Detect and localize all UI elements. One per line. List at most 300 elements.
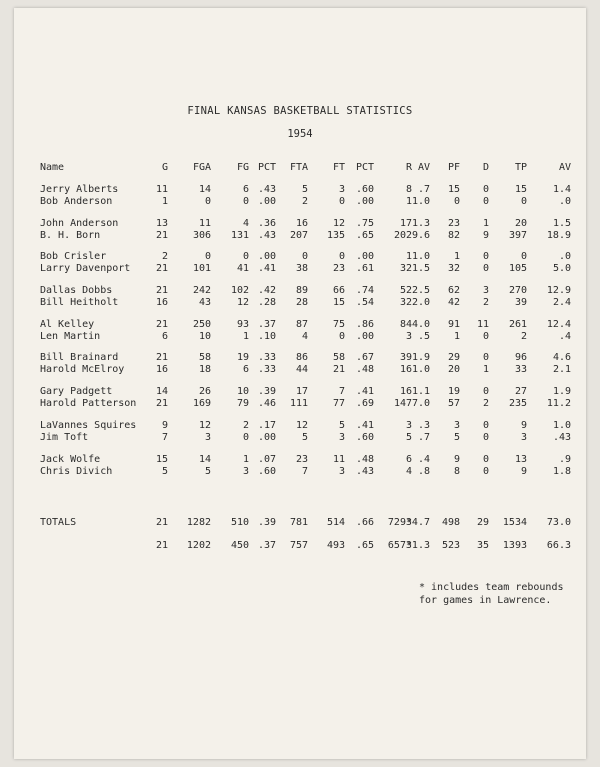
cell-pct-7: .65 xyxy=(355,540,374,551)
cell-fg-3: 1 xyxy=(242,331,249,342)
cell-av-9: 4.0 xyxy=(411,319,430,330)
cell-pct-7: .65 xyxy=(355,230,374,241)
cell-ft-6: 0 xyxy=(338,196,345,207)
cell-fga-2: 14 xyxy=(198,184,211,195)
cell-tp-12: 9 xyxy=(520,466,527,477)
cell-d-11: 0 xyxy=(482,432,489,443)
cell-pf-10: 498 xyxy=(441,517,460,528)
cell-fta-5: 207 xyxy=(289,230,308,241)
cell-av-9: .7 xyxy=(417,432,430,443)
cell-av-9: 2.5 xyxy=(411,285,430,296)
cell-r-8: 16 xyxy=(399,386,412,397)
cell-pct-7: .61 xyxy=(355,263,374,274)
cell-av-9: 1.0 xyxy=(411,364,430,375)
player-name: John Anderson xyxy=(40,218,119,229)
cell-fga-2: 5 xyxy=(204,466,211,477)
cell-r-8: 5 xyxy=(405,432,412,443)
column-header: AV xyxy=(558,162,571,173)
cell-pct-7: .41 xyxy=(355,386,374,397)
cell-ft-6: 66 xyxy=(332,285,345,296)
cell-pct-4: .41 xyxy=(257,263,276,274)
cell-g-1: 15 xyxy=(155,454,168,465)
player-row xyxy=(14,251,586,263)
cell-fta-5: 16 xyxy=(295,218,308,229)
cell-fg-3: 2 xyxy=(242,420,249,431)
cell-pct-4: .42 xyxy=(257,285,276,296)
player-row xyxy=(14,386,586,398)
column-header: G xyxy=(161,162,168,173)
cell-pf-10: 15 xyxy=(447,184,460,195)
cell-fga-2: 12 xyxy=(198,420,211,431)
cell-fga-2: 11 xyxy=(198,218,211,229)
cell-ft-6: 12 xyxy=(332,218,345,229)
cell-fga-2: 1202 xyxy=(186,540,211,551)
column-header: R xyxy=(405,162,412,173)
cell-pct-7: .66 xyxy=(355,517,374,528)
player-name: B. H. Born xyxy=(40,230,101,241)
cell-g-1: 14 xyxy=(155,386,168,397)
cell-fta-5: 5 xyxy=(301,432,308,443)
cell-av-9: 1.0 xyxy=(411,251,430,262)
cell-pct-7: .69 xyxy=(355,398,374,409)
column-header: AV xyxy=(417,162,430,173)
cell-av-13: 11.2 xyxy=(546,398,571,409)
cell-fga-2: 43 xyxy=(198,297,211,308)
cell-pf-10: 23 xyxy=(447,218,460,229)
cell-fga-2: 3 xyxy=(204,432,211,443)
cell-pct-7: .54 xyxy=(355,297,374,308)
totals-row-2 xyxy=(14,540,586,552)
cell-fga-2: 0 xyxy=(204,251,211,262)
column-header: PCT xyxy=(355,162,374,173)
cell-pct-7: .60 xyxy=(355,432,374,443)
cell-fg-3: 19 xyxy=(236,352,249,363)
totals-row xyxy=(14,517,586,529)
cell-tp-12: 235 xyxy=(508,398,527,409)
cell-av-13: 12.4 xyxy=(546,319,571,330)
cell-fta-5: 87 xyxy=(295,319,308,330)
player-name: TOTALS xyxy=(40,517,77,528)
cell-d-11: 1 xyxy=(482,364,489,375)
cell-g-1: 21 xyxy=(155,230,168,241)
cell-av-13: 1.4 xyxy=(552,184,571,195)
cell-d-11: 2 xyxy=(482,398,489,409)
cell-pct-4: .00 xyxy=(257,251,276,262)
player-row xyxy=(14,218,586,230)
cell-tp-12: 20 xyxy=(514,218,527,229)
player-name: Bob Crisler xyxy=(40,251,107,262)
cell-r-8: 32 xyxy=(399,297,412,308)
cell-ft-6: 11 xyxy=(332,454,345,465)
player-name: Jim Toft xyxy=(40,432,89,443)
cell-tp-12: 1393 xyxy=(502,540,527,551)
player-row xyxy=(14,263,586,275)
cell-ft-6: 23 xyxy=(332,263,345,274)
cell-pf-10: 0 xyxy=(453,196,460,207)
document-title: FINAL KANSAS BASKETBALL STATISTICS xyxy=(187,105,413,117)
player-name: LaVannes Squires xyxy=(40,420,137,431)
player-row xyxy=(14,420,586,432)
cell-ft-6: 493 xyxy=(326,540,345,551)
cell-fta-5: 7 xyxy=(301,466,308,477)
player-name: Bill Brainard xyxy=(40,352,119,363)
cell-pf-10: 19 xyxy=(447,386,460,397)
cell-fta-5: 38 xyxy=(295,263,308,274)
cell-av-9: .3 xyxy=(417,420,430,431)
cell-av-9: 31.3 xyxy=(405,540,430,551)
cell-av-9: 1.5 xyxy=(411,263,430,274)
cell-g-1: 21 xyxy=(155,319,168,330)
cell-fg-3: 3 xyxy=(242,466,249,477)
player-row xyxy=(14,285,586,297)
cell-g-1: 21 xyxy=(155,398,168,409)
cell-tp-12: 261 xyxy=(508,319,527,330)
cell-pct-4: .07 xyxy=(257,454,276,465)
cell-av-13: .0 xyxy=(558,196,571,207)
cell-fta-5: 4 xyxy=(301,331,308,342)
cell-av-9: 9.6 xyxy=(411,230,430,241)
cell-fg-3: 10 xyxy=(236,386,249,397)
cell-ft-6: 135 xyxy=(326,230,345,241)
cell-tp-12: 96 xyxy=(514,352,527,363)
cell-av-9: .7 xyxy=(417,184,430,195)
cell-fg-3: 93 xyxy=(236,319,249,330)
cell-d-11: 0 xyxy=(482,263,489,274)
cell-fta-5: 23 xyxy=(295,454,308,465)
cell-fga-2: 250 xyxy=(192,319,211,330)
document-page xyxy=(14,8,586,759)
footnote-line-2: for games in Lawrence. xyxy=(419,595,552,606)
cell-g-1: 7 xyxy=(161,432,168,443)
document-year: 1954 xyxy=(287,128,313,140)
cell-av-13: 2.1 xyxy=(552,364,571,375)
cell-pct-4: .28 xyxy=(257,297,276,308)
cell-g-1: 16 xyxy=(155,297,168,308)
cell-fg-3: 6 xyxy=(242,364,249,375)
cell-pct-4: .33 xyxy=(257,352,276,363)
player-row xyxy=(14,364,586,376)
cell-pct-7: .00 xyxy=(355,331,374,342)
column-header: FT xyxy=(332,162,345,173)
cell-tp-12: 3 xyxy=(520,432,527,443)
cell-ft-6: 0 xyxy=(338,331,345,342)
cell-av-9: .8 xyxy=(417,466,430,477)
cell-ft-6: 7 xyxy=(338,386,345,397)
player-row xyxy=(14,398,586,410)
cell-g-1: 6 xyxy=(161,331,168,342)
cell-pct-7: .86 xyxy=(355,319,374,330)
cell-g-1: 1 xyxy=(161,196,168,207)
cell-pct-7: .67 xyxy=(355,352,374,363)
cell-tp-12: 9 xyxy=(520,420,527,431)
cell-d-11: 0 xyxy=(482,331,489,342)
cell-ft-6: 514 xyxy=(326,517,345,528)
cell-av-13: .43 xyxy=(552,432,571,443)
cell-d-11: 0 xyxy=(482,251,489,262)
cell-d-11: 3 xyxy=(482,285,489,296)
cell-r-8: 16 xyxy=(399,364,412,375)
player-name: Gary Padgett xyxy=(40,386,113,397)
cell-g-1: 2 xyxy=(161,251,168,262)
cell-pf-10: 1 xyxy=(453,251,460,262)
cell-tp-12: 1534 xyxy=(502,517,527,528)
cell-pct-4: .39 xyxy=(257,517,276,528)
cell-tp-12: 397 xyxy=(508,230,527,241)
cell-d-11: 0 xyxy=(482,466,489,477)
cell-pct-4: .60 xyxy=(257,466,276,477)
column-header: Name xyxy=(40,162,65,173)
cell-av-9: 1.1 xyxy=(411,386,430,397)
cell-av-9: .4 xyxy=(417,454,430,465)
cell-fta-5: 89 xyxy=(295,285,308,296)
cell-av-13: 4.6 xyxy=(552,352,571,363)
cell-tp-12: 33 xyxy=(514,364,527,375)
cell-fga-2: 58 xyxy=(198,352,211,363)
player-name: Dallas Dobbs xyxy=(40,285,113,296)
cell-fta-5: 86 xyxy=(295,352,308,363)
column-header: PF xyxy=(447,162,460,173)
cell-r-8: 32 xyxy=(399,263,412,274)
cell-r-8: 147 xyxy=(393,398,412,409)
cell-pct-7: .43 xyxy=(355,466,374,477)
cell-pf-10: 9 xyxy=(453,454,460,465)
cell-av-13: 2.4 xyxy=(552,297,571,308)
cell-ft-6: 75 xyxy=(332,319,345,330)
cell-fga-2: 306 xyxy=(192,230,211,241)
cell-fta-5: 111 xyxy=(289,398,308,409)
cell-fga-2: 0 xyxy=(204,196,211,207)
cell-pct-4: .39 xyxy=(257,386,276,397)
player-row xyxy=(14,297,586,309)
cell-g-1: 21 xyxy=(155,352,168,363)
cell-av-13: 18.9 xyxy=(546,230,571,241)
column-header: FGA xyxy=(192,162,211,173)
player-row xyxy=(14,196,586,208)
cell-tp-12: 27 xyxy=(514,386,527,397)
cell-g-1: 16 xyxy=(155,364,168,375)
player-row xyxy=(14,331,586,343)
cell-tp-12: 15 xyxy=(514,184,527,195)
cell-fg-3: 131 xyxy=(230,230,249,241)
cell-av-13: 66.3 xyxy=(546,540,571,551)
cell-d-11: 0 xyxy=(482,352,489,363)
cell-ft-6: 58 xyxy=(332,352,345,363)
cell-g-1: 21 xyxy=(155,517,168,528)
column-header: TP xyxy=(514,162,527,173)
cell-pf-10: 1 xyxy=(453,331,460,342)
cell-av-13: .4 xyxy=(558,331,571,342)
cell-pct-7: .00 xyxy=(355,251,374,262)
cell-r-8: 84 xyxy=(399,319,412,330)
cell-fga-2: 26 xyxy=(198,386,211,397)
cell-pct-7: .00 xyxy=(355,196,374,207)
cell-pf-10: 29 xyxy=(447,352,460,363)
cell-r-8: 3 xyxy=(405,331,412,342)
cell-av-9: .5 xyxy=(417,331,430,342)
cell-g-1: 21 xyxy=(155,285,168,296)
cell-g-1: 13 xyxy=(155,218,168,229)
cell-d-11: 0 xyxy=(482,454,489,465)
cell-pct-4: .43 xyxy=(257,230,276,241)
cell-pf-10: 32 xyxy=(447,263,460,274)
player-name: Chris Divich xyxy=(40,466,113,477)
player-name: Harold Patterson xyxy=(40,398,137,409)
cell-av-13: 73.0 xyxy=(546,517,571,528)
cell-ft-6: 5 xyxy=(338,420,345,431)
cell-ft-6: 21 xyxy=(332,364,345,375)
cell-r-8: 729* xyxy=(387,517,412,528)
cell-pf-10: 5 xyxy=(453,432,460,443)
cell-d-11: 29 xyxy=(476,517,489,528)
cell-fg-3: 450 xyxy=(230,540,249,551)
player-row xyxy=(14,454,586,466)
cell-pct-7: .74 xyxy=(355,285,374,296)
cell-r-8: 657* xyxy=(387,540,412,551)
cell-pct-7: .60 xyxy=(355,184,374,195)
cell-pf-10: 57 xyxy=(447,398,460,409)
cell-tp-12: 13 xyxy=(514,454,527,465)
cell-tp-12: 0 xyxy=(520,196,527,207)
cell-pct-7: .48 xyxy=(355,454,374,465)
cell-r-8: 202 xyxy=(393,230,412,241)
cell-pct-4: .17 xyxy=(257,420,276,431)
cell-r-8: 6 xyxy=(405,454,412,465)
column-header: PCT xyxy=(257,162,276,173)
cell-av-13: 1.5 xyxy=(552,218,571,229)
cell-fga-2: 101 xyxy=(192,263,211,274)
cell-pct-4: .37 xyxy=(257,319,276,330)
column-header: FG xyxy=(236,162,249,173)
cell-fg-3: 79 xyxy=(236,398,249,409)
cell-pf-10: 82 xyxy=(447,230,460,241)
cell-pct-4: .00 xyxy=(257,432,276,443)
cell-av-9: 1.0 xyxy=(411,196,430,207)
cell-fg-3: 510 xyxy=(230,517,249,528)
cell-fg-3: 102 xyxy=(230,285,249,296)
cell-av-13: .0 xyxy=(558,251,571,262)
cell-fg-3: 12 xyxy=(236,297,249,308)
cell-g-1: 21 xyxy=(155,263,168,274)
cell-d-11: 35 xyxy=(476,540,489,551)
footnote-line-1: * includes team rebounds xyxy=(419,582,564,593)
cell-d-11: 0 xyxy=(482,386,489,397)
cell-tp-12: 39 xyxy=(514,297,527,308)
cell-ft-6: 3 xyxy=(338,184,345,195)
player-row xyxy=(14,432,586,444)
cell-fta-5: 757 xyxy=(289,540,308,551)
cell-fga-2: 10 xyxy=(198,331,211,342)
cell-fg-3: 0 xyxy=(242,196,249,207)
cell-fga-2: 169 xyxy=(192,398,211,409)
player-name: Jerry Alberts xyxy=(40,184,119,195)
cell-pf-10: 523 xyxy=(441,540,460,551)
cell-g-1: 21 xyxy=(155,540,168,551)
cell-d-11: 0 xyxy=(482,420,489,431)
cell-d-11: 0 xyxy=(482,196,489,207)
cell-pct-4: .37 xyxy=(257,540,276,551)
cell-ft-6: 3 xyxy=(338,432,345,443)
cell-av-13: 1.0 xyxy=(552,420,571,431)
cell-tp-12: 105 xyxy=(508,263,527,274)
cell-pf-10: 62 xyxy=(447,285,460,296)
cell-av-13: 1.8 xyxy=(552,466,571,477)
cell-g-1: 5 xyxy=(161,466,168,477)
player-name: Al Kelley xyxy=(40,319,95,330)
cell-fta-5: 2 xyxy=(301,196,308,207)
cell-fta-5: 17 xyxy=(295,386,308,397)
cell-av-9: 1.3 xyxy=(411,218,430,229)
cell-av-13: .9 xyxy=(558,454,571,465)
cell-r-8: 1 xyxy=(405,251,412,262)
cell-av-9: 1.9 xyxy=(411,352,430,363)
cell-d-11: 9 xyxy=(482,230,489,241)
cell-pct-7: .48 xyxy=(355,364,374,375)
cell-av-9: 7.0 xyxy=(411,398,430,409)
cell-pct-4: .10 xyxy=(257,331,276,342)
cell-fga-2: 14 xyxy=(198,454,211,465)
player-name: Bob Anderson xyxy=(40,196,113,207)
cell-r-8: 1 xyxy=(405,196,412,207)
cell-r-8: 39 xyxy=(399,352,412,363)
cell-fg-3: 4 xyxy=(242,218,249,229)
cell-pct-4: .46 xyxy=(257,398,276,409)
cell-pct-7: .41 xyxy=(355,420,374,431)
cell-av-13: 12.9 xyxy=(546,285,571,296)
cell-r-8: 3 xyxy=(405,420,412,431)
cell-r-8: 52 xyxy=(399,285,412,296)
cell-av-13: 1.9 xyxy=(552,386,571,397)
cell-fg-3: 1 xyxy=(242,454,249,465)
player-row xyxy=(14,184,586,196)
player-row xyxy=(14,466,586,478)
cell-r-8: 8 xyxy=(405,184,412,195)
cell-pf-10: 8 xyxy=(453,466,460,477)
cell-ft-6: 15 xyxy=(332,297,345,308)
column-header: FTA xyxy=(289,162,308,173)
cell-fta-5: 28 xyxy=(295,297,308,308)
cell-tp-12: 2 xyxy=(520,331,527,342)
cell-r-8: 17 xyxy=(399,218,412,229)
cell-tp-12: 270 xyxy=(508,285,527,296)
cell-pf-10: 91 xyxy=(447,319,460,330)
cell-r-8: 4 xyxy=(405,466,412,477)
cell-d-11: 11 xyxy=(476,319,489,330)
cell-fg-3: 41 xyxy=(236,263,249,274)
cell-pct-7: .75 xyxy=(355,218,374,229)
cell-ft-6: 77 xyxy=(332,398,345,409)
player-name: Harold McElroy xyxy=(40,364,125,375)
cell-g-1: 11 xyxy=(155,184,168,195)
cell-fta-5: 12 xyxy=(295,420,308,431)
player-row xyxy=(14,230,586,242)
cell-fga-2: 18 xyxy=(198,364,211,375)
cell-fg-3: 0 xyxy=(242,251,249,262)
cell-fta-5: 0 xyxy=(301,251,308,262)
cell-av-13: 5.0 xyxy=(552,263,571,274)
cell-fg-3: 6 xyxy=(242,184,249,195)
cell-fta-5: 5 xyxy=(301,184,308,195)
player-row xyxy=(14,319,586,331)
cell-d-11: 1 xyxy=(482,218,489,229)
player-name: Len Martin xyxy=(40,331,101,342)
cell-fta-5: 781 xyxy=(289,517,308,528)
cell-fga-2: 242 xyxy=(192,285,211,296)
cell-pct-4: .33 xyxy=(257,364,276,375)
cell-fta-5: 44 xyxy=(295,364,308,375)
cell-pct-4: .43 xyxy=(257,184,276,195)
column-header: D xyxy=(482,162,489,173)
cell-pf-10: 20 xyxy=(447,364,460,375)
